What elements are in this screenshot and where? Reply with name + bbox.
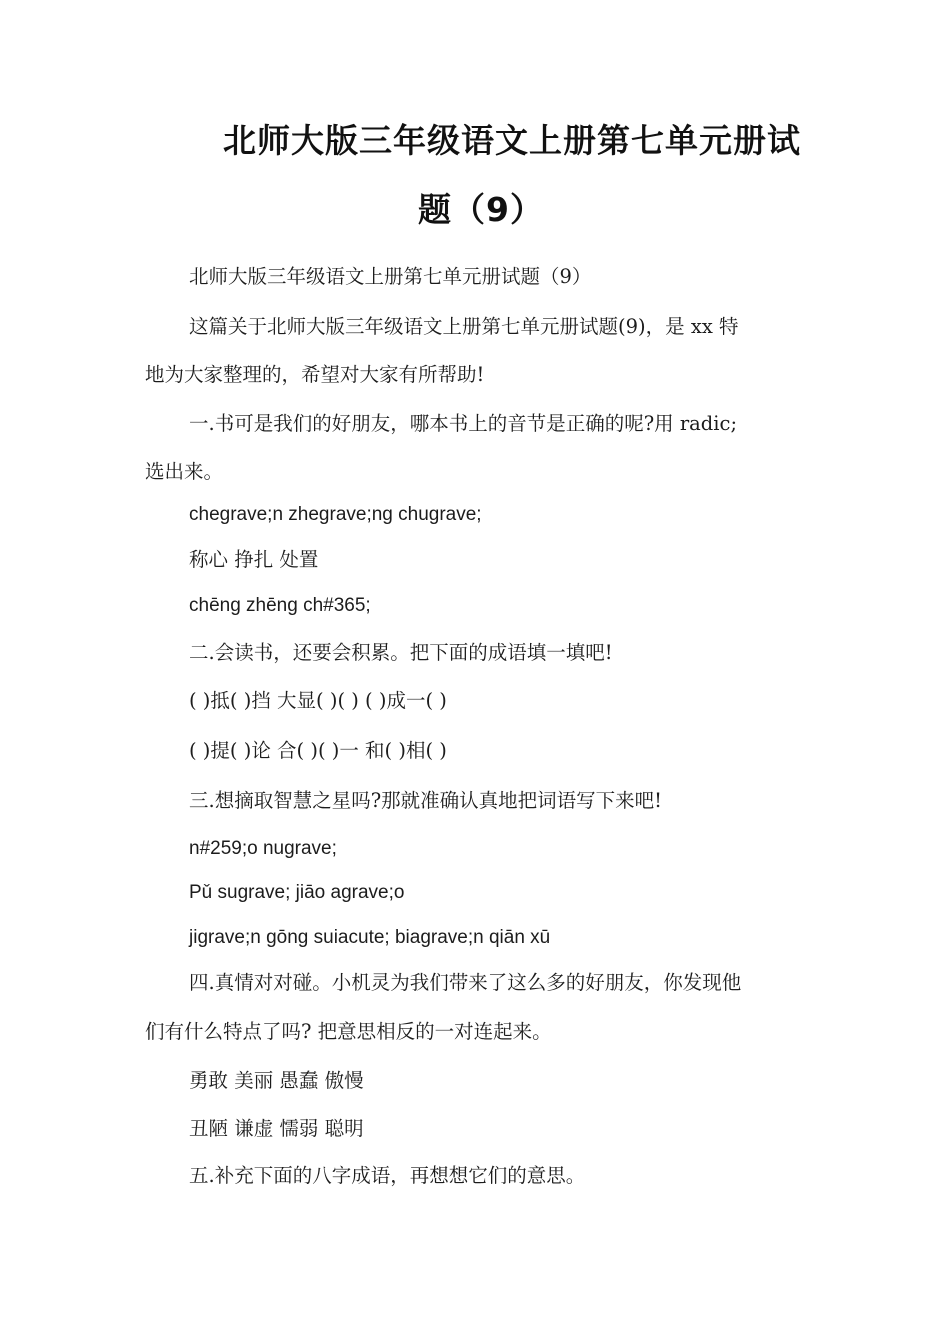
question-2: 二.会读书，还要会积累。把下面的成语填一填吧! [189,641,613,664]
intro-paragraph-line1: 这篇关于北师大版三年级语文上册第七单元册试题(9)，是 xx 特 [189,315,739,338]
question-5: 五.补充下面的八字成语，再想想它们的意思。 [189,1164,586,1187]
subtitle-paragraph: 北师大版三年级语文上册第七单元册试题（9） [189,265,592,288]
document-title-line1: 北师大版三年级语文上册第七单元册试 [223,121,801,160]
question-1-line2: 选出来。 [145,460,224,483]
antonym-words-line-2: 丑陋 谦虚 懦弱 聪明 [189,1117,364,1140]
document-title-line2: 题（9） [418,190,544,229]
question-4-line1: 四.真情对对碰。小机灵为我们带来了这么多的好朋友，你发现他 [189,971,742,994]
antonym-words-line-1: 勇敢 美丽 愚蠢 傲慢 [189,1069,364,1092]
idiom-blanks-line-2: ( )提( )论 合( )( )一 和( )相( ) [189,739,447,762]
question-4-line2: 们有什么特点了吗? 把意思相反的一对连起来。 [145,1020,552,1043]
question-3: 三.想摘取智慧之星吗?那就准确认真地把词语写下来吧! [189,789,662,812]
pinyin-line-2: chēng zhēng ch#365; [189,595,371,616]
intro-paragraph-line2: 地为大家整理的，希望对大家有所帮助! [145,363,485,386]
pinyin-line-3: n#259;o nugrave; [189,838,337,859]
pinyin-line-4: Pǔ sugrave; jiāo agrave;o [189,882,405,903]
idiom-blanks-line-1: ( )抵( )挡 大显( )( ) ( )成一( ) [189,689,447,712]
pinyin-line-1: chegrave;n zhegrave;ng chugrave; [189,504,482,525]
pinyin-line-5: jigrave;n gōng suiacute; biagrave;n qiān xū [189,927,551,948]
question-1-line1: 一.书可是我们的好朋友，哪本书上的音节是正确的呢?用 radic; [189,412,738,435]
word-line-1: 称心 挣扎 处置 [189,548,319,571]
